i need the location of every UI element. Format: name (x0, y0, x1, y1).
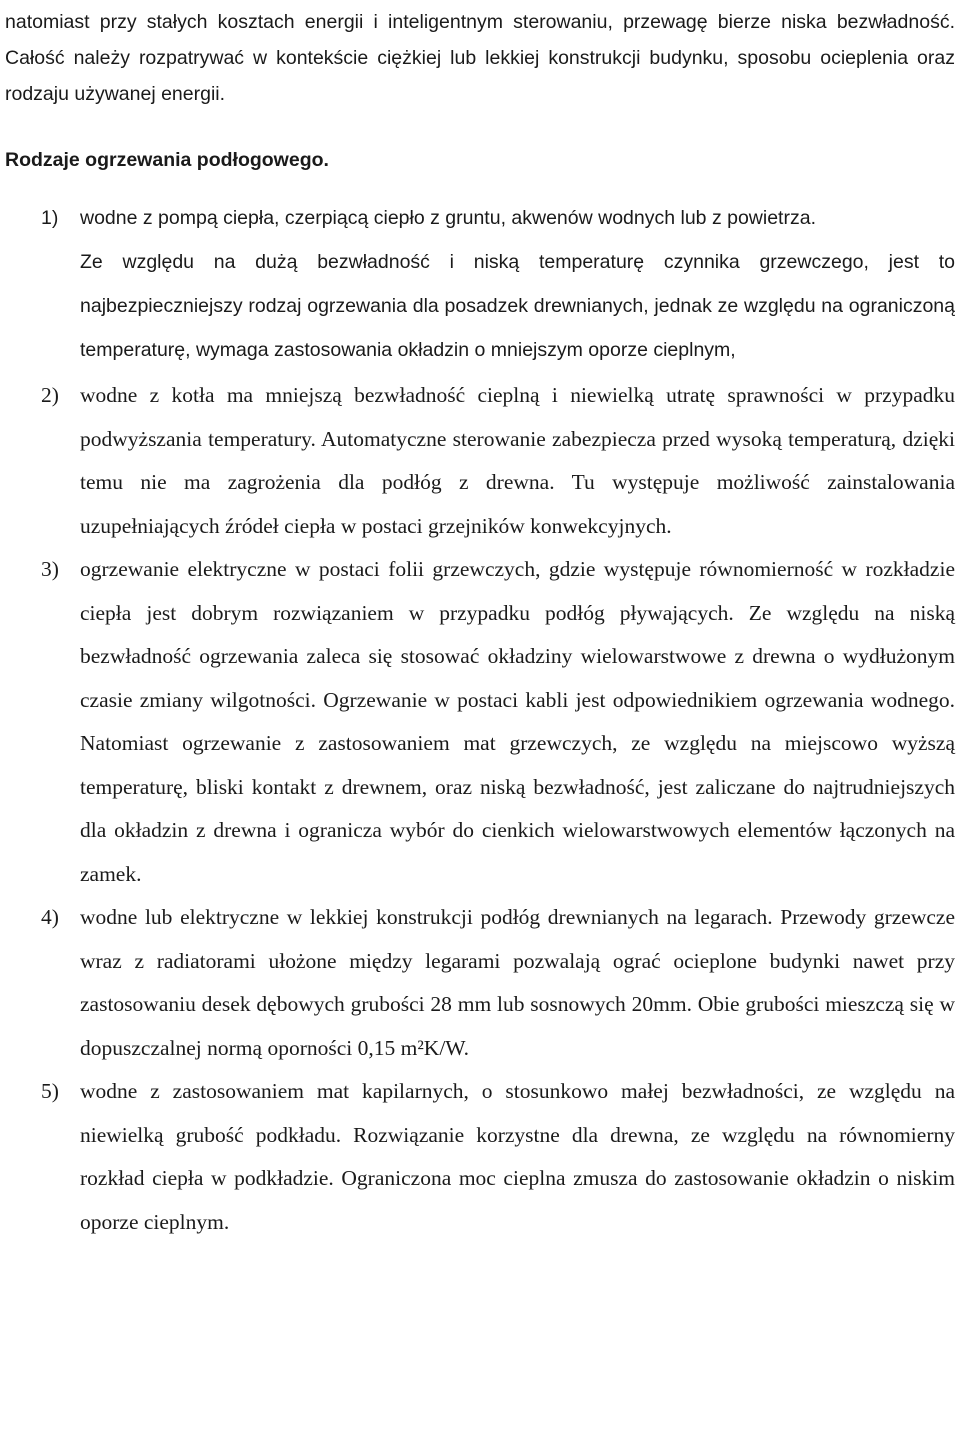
list-item-5 (5, 1070, 955, 1244)
list-item-number: 3) (41, 557, 59, 581)
list-item-3 (5, 548, 955, 896)
list-item-number: 5) (41, 1079, 59, 1103)
document-page (5, 0, 955, 1244)
list-item-number: 4) (41, 905, 59, 929)
list-item-2 (5, 374, 955, 548)
list-item-text: wodne z kotła ma mniejszą bezwładność cieplną i niewielką utratę sprawności w przypadku podwyższania temperatury. Automatyczne sterowanie zabezpiecza przed wysoką temperaturą, dzięki temu nie ma zagrożenia dla podłóg z drewna. Tu występuje możliwość zainstalowania uzupełniających źródeł ciepła w postaci grzejników konwekcyjnych. (80, 383, 955, 538)
list-item-4 (5, 896, 955, 1070)
list-item-text: wodne z zastosowaniem mat kapilarnych, o stosunkowo małej bezwładności, ze względu na niewielką grubość podkładu. Rozwiązanie korzystne dla drewna, ze względu na równomierny rozkład ciepła w podkładzie. Ograniczona moc cieplna zmusza do zastosowanie okładzin o niskim oporze cieplnym. (80, 1079, 955, 1234)
list-item-number: 2) (41, 383, 59, 407)
list-item-lead: wodne z pompą ciepła, czerpiącą ciepło z gruntu, akwenów wodnych lub z powietrza. (80, 207, 816, 229)
intro-paragraph: natomiast przy stałych kosztach energii i inteligentnym sterowaniu, przewagę bierze niska bezwładność. Całość należy rozpatrywać w kontekście ciężkiej lub lekkiej konstrukcji budynku, sposobu ocieplenia oraz rodzaju używanej energii. (5, 11, 955, 105)
list-item-1 (5, 196, 955, 372)
list-item-text: wodne lub elektryczne w lekkiej konstrukcji podłóg drewnianych na legarach. Przewody grzewcze wraz z radiatorami ułożone między legarami pozwalają ograć ocieplone budynki nawet przy zastosowaniu desek dębowych grubości 28 mm lub sosnowych 20mm. Obie grubości mieszczą się w dopuszczalnej normą oporności 0,15 m²K/W. (80, 905, 955, 1060)
list-item-text: ogrzewanie elektryczne w postaci folii grzewczych, gdzie występuje równomierność w rozkładzie ciepła jest dobrym rozwiązaniem w przypadku podłóg pływających. Ze względu na niską bezwładność ogrzewania zaleca się stosować okładziny wielowarstwowe z drewna o wydłużonym czasie zmiany wilgotności. Ogrzewanie w postaci kabli jest odpowiednikiem ogrzewania wodnego. Natomiast ogrzewanie z zastosowaniem mat grzewczych, ze względu na miejscowo wyższą temperaturę, bliski kontakt z drewnem, oraz niską bezwładność, jest zaliczane do najtrudniejszych dla okładzin z drewna i ogranicza wybór do cienkich wielowarstwowych elementów łączonych na zamek. (80, 557, 955, 886)
list-item-text: Ze względu na dużą bezwładność i niską temperaturę czynnika grzewczego, jest to najbezpieczniejszy rodzaj ogrzewania dla posadzek drewnianych, jednak ze względu na ograniczoną temperaturę, wymaga zastosowania okładzin o mniejszym oporze cieplnym, (80, 251, 955, 361)
heating-types-list (5, 196, 955, 1244)
section-heading: Rodzaje ogrzewania podłogowego. (5, 149, 329, 171)
list-item-number: 1) (41, 207, 59, 229)
